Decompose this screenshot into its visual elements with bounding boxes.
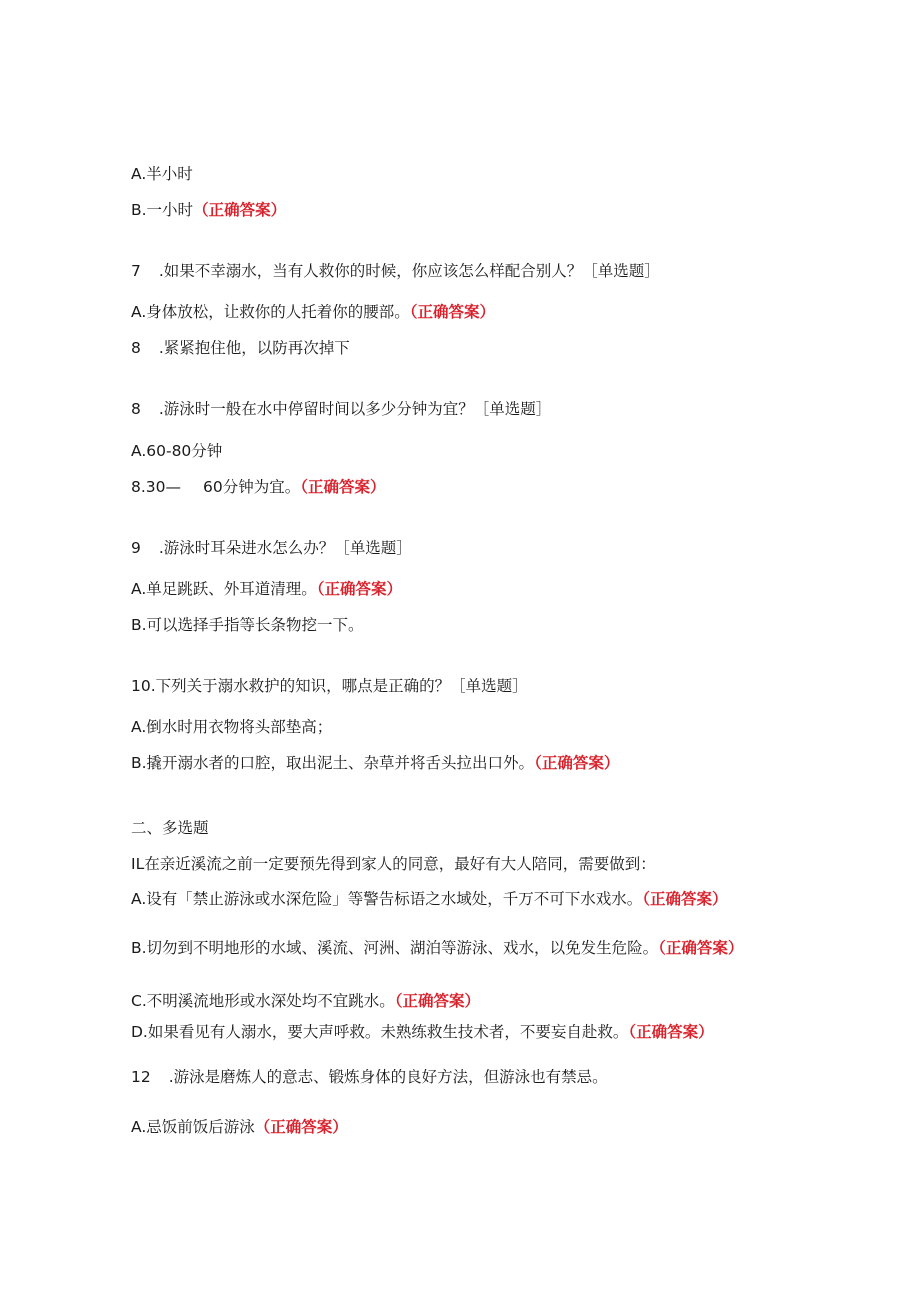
correct-answer-mark: （正确答案） — [394, 992, 481, 1010]
question-line: 9 .游泳时耳朵进水怎么办？［单选题］ — [131, 539, 412, 557]
option-line: A.忌饭前饭后游泳（正确答案） — [131, 1118, 348, 1136]
correct-answer-mark: （正确答案） — [193, 201, 287, 219]
correct-answer-mark: （正确答案） — [409, 303, 496, 321]
option-line: B.切勿到不明地形的水域、溪流、河洲、湖泊等游泳、戏水，以免发生危险。（正确答案） — [131, 939, 744, 957]
option-line: D.如果看见有人溺水，要大声呼救。未熟练救生技术者，不要妄自赴救。（正确答案） — [131, 1023, 714, 1041]
question-number: 12 — [131, 1068, 151, 1086]
option-number: 8 — [131, 339, 141, 357]
question-number: 7 — [131, 262, 141, 280]
option-line: B.可以选择手指等长条物挖一下。 — [131, 616, 364, 634]
option-line: 8 .紧紧抱住他，以防再次掉下 — [131, 339, 350, 357]
option-line: 8.30— 60分钟为宜。（正确答案） — [131, 478, 386, 496]
question-line: 10.下列关于溺水救护的知识，哪点是正确的？［单选题］ — [131, 677, 528, 695]
option-line: A.单足跳跃、外耳道清理。（正确答案） — [131, 580, 403, 598]
option-line: A.设有「禁止游泳或水深危险」等警告标语之水域处，千万不可下水戏水。（正确答案） — [131, 890, 728, 908]
question-number: 9 — [131, 539, 141, 557]
question-line: 7 .如果不幸溺水，当有人救你的时候，你应该怎么样配合别人？［单选题］ — [131, 262, 660, 280]
correct-answer-mark: （正确答案） — [628, 1023, 714, 1041]
correct-answer-mark: （正确答案） — [300, 478, 386, 496]
option-line: B.撬开溺水者的口腔，取出泥土、杂草并将舌头拉出口外。（正确答案） — [131, 754, 620, 772]
option-line: A.半小时 — [131, 165, 193, 183]
question-line: 8 .游泳时一般在水中停留时间以多少分钟为宜？［单选题］ — [131, 400, 552, 418]
option-line: C.不明溪流地形或水深处均不宜跳水。（正确答案） — [131, 992, 481, 1010]
question-line: IL在亲近溪流之前一定要预先得到家人的同意，最好有大人陪同，需要做到： — [131, 855, 656, 873]
option-number: 8.30— — [131, 478, 182, 496]
option-line: A.身体放松，让救你的人托着你的腰部。（正确答案） — [131, 303, 496, 321]
question-line: 12 .游泳是磨炼人的意志、锻炼身体的良好方法，但游泳也有禁忌。 — [131, 1068, 608, 1086]
option-line: A.倒水时用衣物将头部垫高； — [131, 718, 333, 736]
correct-answer-mark: （正确答案） — [658, 939, 744, 957]
correct-answer-mark: （正确答案） — [254, 1118, 348, 1136]
section-heading: 二、多选题 — [131, 819, 209, 837]
question-number: 8 — [131, 400, 141, 418]
option-line: A.60-80分钟 — [131, 442, 223, 460]
option-line: B.一小时（正确答案） — [131, 201, 287, 219]
correct-answer-mark: （正确答案） — [642, 890, 728, 908]
correct-answer-mark: （正确答案） — [534, 754, 620, 772]
correct-answer-mark: （正确答案） — [316, 580, 403, 598]
